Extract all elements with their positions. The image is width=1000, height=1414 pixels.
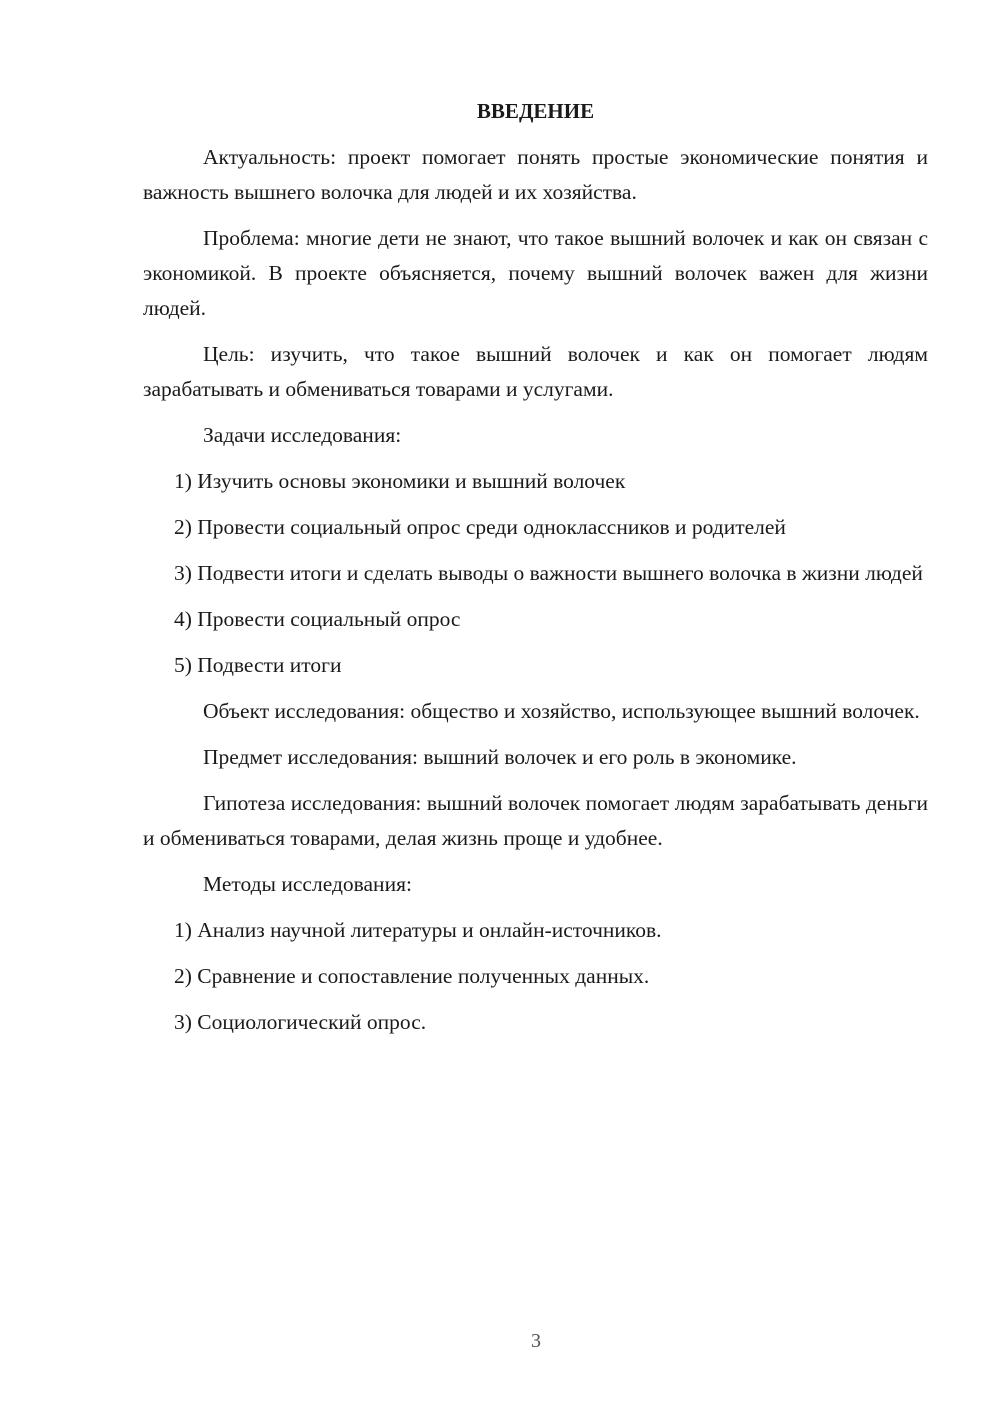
paragraph-hypothesis: Гипотеза исследования: вышний волочек помогает людям зарабатывать деньги и обмениваться товарами, делая жизнь проще и удобнее. <box>143 791 928 850</box>
paragraph-methods-heading: Методы исследования: <box>203 872 412 896</box>
paragraph-problem: Проблема: многие дети не знают, что такое вышний волочек и как он связан с экономикой. В проекте объясняется, почему вышний волочек важен для жизни людей. <box>143 226 928 320</box>
document-page <box>143 92 928 1051</box>
task-item-5: 5) Подвести итоги <box>174 653 342 677</box>
paragraph-relevance: Актуальность: проект помогает понять простые экономические понятия и важность вышнего волочка для людей и их хозяйства. <box>143 145 928 204</box>
paragraph-subject: Предмет исследования: вышний волочек и его роль в экономике. <box>203 745 797 769</box>
task-item-1: 1) Изучить основы экономики и вышний волочек <box>174 469 626 493</box>
section-title: ВВЕДЕНИЕ <box>476 99 595 123</box>
method-item-3: 3) Социологический опрос. <box>174 1010 427 1034</box>
method-item-1: 1) Анализ научной литературы и онлайн-источников. <box>174 918 662 942</box>
task-item-2: 2) Провести социальный опрос среди одноклассников и родителей <box>174 515 786 539</box>
paragraph-object: Объект исследования: общество и хозяйство, использующее вышний волочек. <box>203 699 920 723</box>
task-item-3: 3) Подвести итоги и сделать выводы о важности вышнего волочка в жизни людей <box>174 561 923 585</box>
task-item-4: 4) Провести социальный опрос <box>174 607 461 631</box>
method-item-2: 2) Сравнение и сопоставление полученных данных. <box>174 964 650 988</box>
paragraph-tasks-heading: Задачи исследования: <box>203 423 402 447</box>
page-number: 3 <box>531 1330 541 1352</box>
paragraph-goal: Цель: изучить, что такое вышний волочек и как он помогает людям зарабатывать и обмениваться товарами и услугами. <box>143 342 928 401</box>
